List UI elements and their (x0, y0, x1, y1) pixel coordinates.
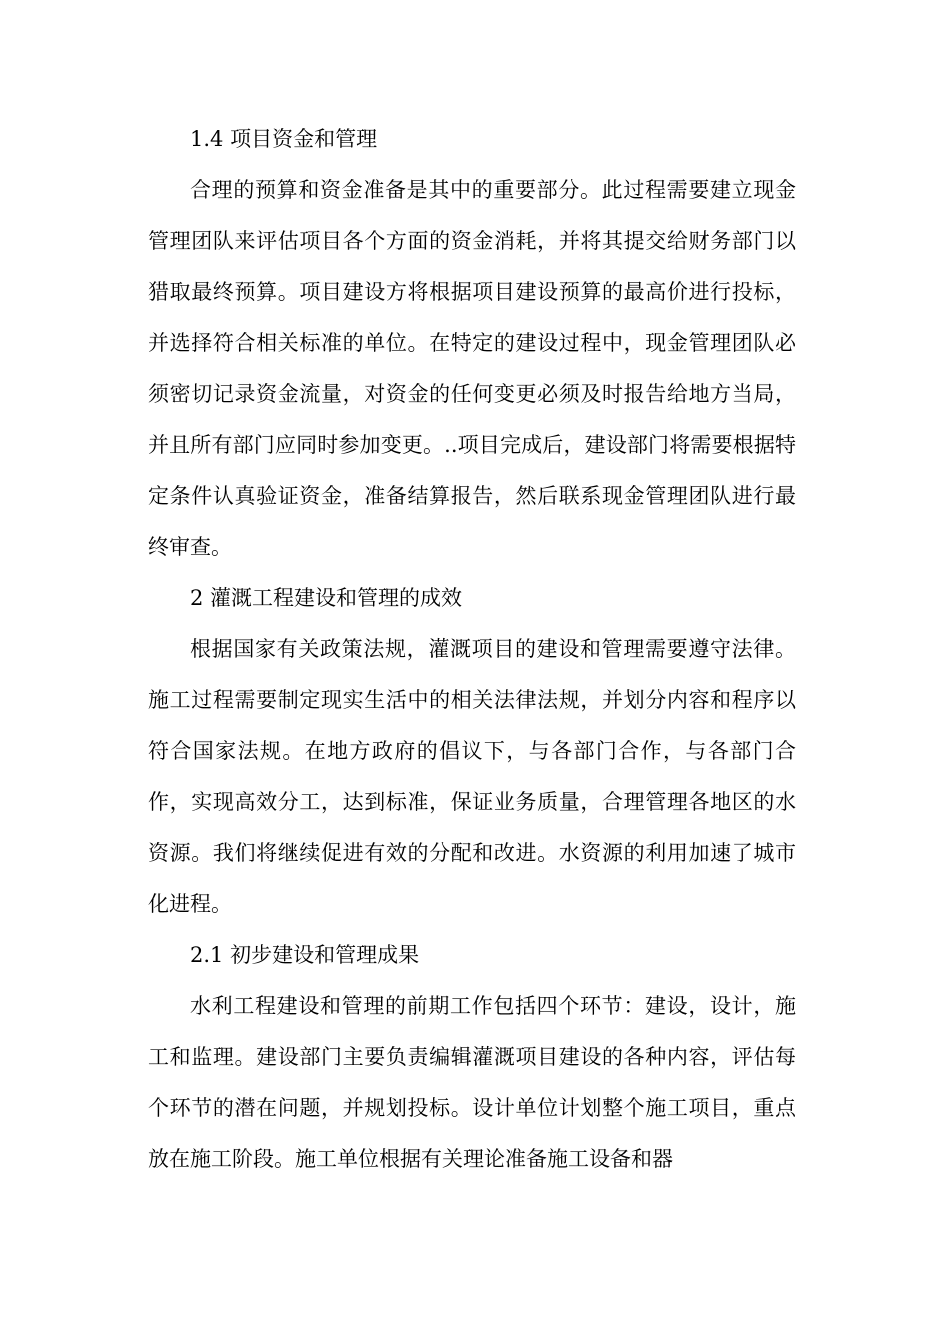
paragraph-preliminary-work: 水利工程建设和管理的前期工作包括四个环节：建设，设计，施工和监理。建设部门主要负责编辑灌溉项目建设的各种内容，评估每个环节的潜在问题，并规划投标。设计单位计划整个施工项目，重点放在施工阶段。施工单位根据有关理论准备施工设备和器 (148, 994, 796, 1171)
document-body (148, 114, 796, 1185)
paragraph-irrigation-results: 根据国家有关政策法规，灌溉项目的建设和管理需要遵守法律。施工过程需要制定现实生活中的相关法律法规，并划分内容和程序以符合国家法规。在地方政府的倡议下，与各部门合作，与各部门合作，实现高效分工，达到标准，保证业务质量，合理管理各地区的水资源。我们将继续促进有效的分配和改进。水资源的利用加速了城市化进程。 (148, 637, 796, 916)
section-heading-2: 2 灌溉工程建设和管理的成效 (190, 586, 463, 610)
section-heading-2-1: 2.1 初步建设和管理成果 (190, 943, 420, 967)
paragraph-funds-management: 合理的预算和资金准备是其中的重要部分。此过程需要建立现金管理团队来评估项目各个方面的资金消耗，并将其提交给财务部门以猎取最终预算。项目建设方将根据项目建设预算的最高价进行投标，并选择符合相关标准的单位。在特定的建设过程中，现金管理团队必须密切记录资金流量，对资金的任何变更必须及时报告给地方当局，并且所有部门应同时参加变更。..项目完成后，建设部门将需要根据特定条件认真验证资金，准备结算报告，然后联系现金管理团队进行最终审查。 (148, 178, 796, 559)
section-heading-1-4: 1.4 项目资金和管理 (190, 127, 378, 151)
